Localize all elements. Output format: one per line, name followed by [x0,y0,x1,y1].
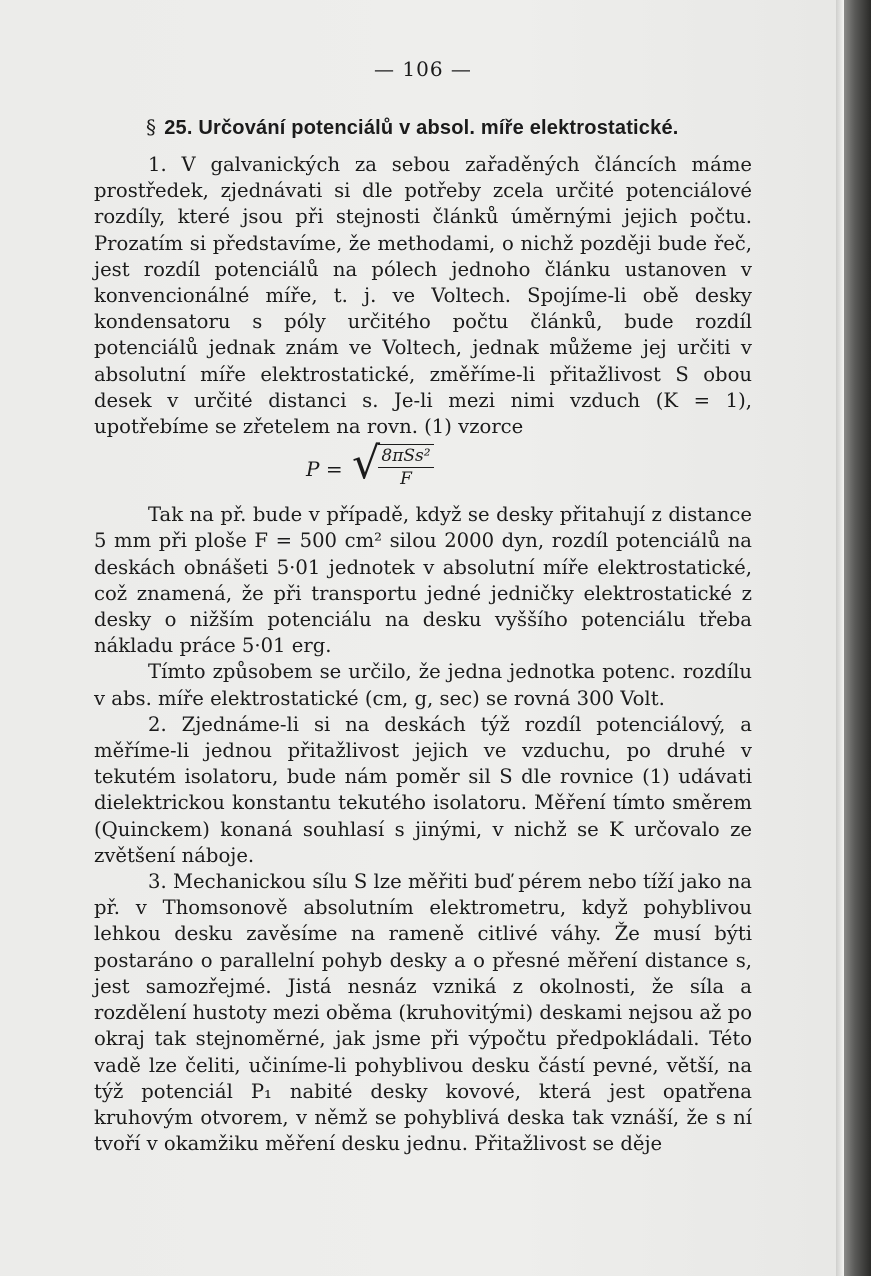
formula-fraction [378,444,434,490]
paragraph-4: 2. Zjednáme-li si na deskách týž rozdíl potenciálový, a měříme-li jednou přitažlivost jejich ve vzduchu, po druhé v tekutém isolatoru, bude nám poměr sil S dle rovnice (1) udávati dielektrickou konstantu tekutého isolatoru. Měření tímto směrem (Quinckem) konaná souhlasí s jinými, v nichž se K určovalo ze zvětšení náboje. [94,712,752,867]
paragraph-2: Tak na př. bude v případě, když se desky přitahují z distance 5 mm při ploše F = 500 cm² silou 2000 dyn, rozdíl potenciálů na deskách obnášeti 5·01 jednotek v absolutní míře elektrostatické, což znamená, že při transportu jedné jedničky elektrostatické z desky o nižším potenciálu na desku vyššího potenciálu třeba nákladu práce 5·01 erg. [94,503,752,658]
formula-numerator: 8πSs² [378,445,434,468]
sqrt-symbol: √ [352,438,381,490]
paragraph-1: 1. V galvanických za sebou zařaděných článcích máme prostředek, zjednávati si dle potřeby zcela určité potenciálové rozdíly, které jsou při stejnosti článků úměrnými jejich počtu. Prozatím si představíme, že methodami, o nichž později bude řeč, jest rozdíl potenciálů na pólech jednoho článku ustanoven v konvencionálné míře, t. j. ve Voltech. Spojíme-li obě desky kondensatoru s póly určitého počtu článků, bude rozdíl potenciálů jednak znám ve Voltech, jednak můžeme jej určiti v absolutní míře elektrostatické, změříme-li přitažlivost S obou desek v určité distanci s. Je-li mezi nimi vzduch (K = 1), upotřebíme se zřetelem na rovn. (1) vzorce [94,153,752,439]
section-mark: § [146,115,157,139]
section-heading [146,112,752,142]
book-binding-edge [844,0,871,1276]
paragraph-5: 3. Mechanickou sílu S lze měřiti buď pérem nebo tíží jako na př. v Thomsonově absolutním elektrometru, když pohyblivou lehkou desku zavěsíme na rameně citlivé váhy. Že musí býti postaráno o parallelní pohyb desky a o přesné měření distance s, jest samozřejmé. Jistá nesnáz vzniká z okolnosti, že síla a rozdělení hustoty mezi oběma (kruhovitými) deskami nejsou až po okraj tak stejnoměrné, jak jsme při výpočtu předpokládali. Této vadě lze čeliti, učiníme-li pohyblivou desku částí pevné, větší, na týž potenciál P₁ nabité desky kovové, která jest opatřena kruhovým otvorem, v němž se pohyblivá deska tak vznáší, že s ní tvoří v okamžiku měření desku jednu. Přitažlivost se děje [94,870,752,1156]
section-title: 25. Určování potenciálů v absol. míře elektrostatické. [164,117,679,139]
page-content [94,52,752,1157]
formula-lhs: P = [306,457,343,482]
paragraph-3: Tímto způsobem se určilo, že jedna jednotka potenc. rozdílu v abs. míře elektrostatické (cm, g, sec) se rovná 300 Volt. [94,660,752,710]
page-number: — 106 — [374,57,472,81]
formula-denominator: F [400,469,412,490]
page-edge [836,0,844,1276]
formula-potential [94,440,752,502]
